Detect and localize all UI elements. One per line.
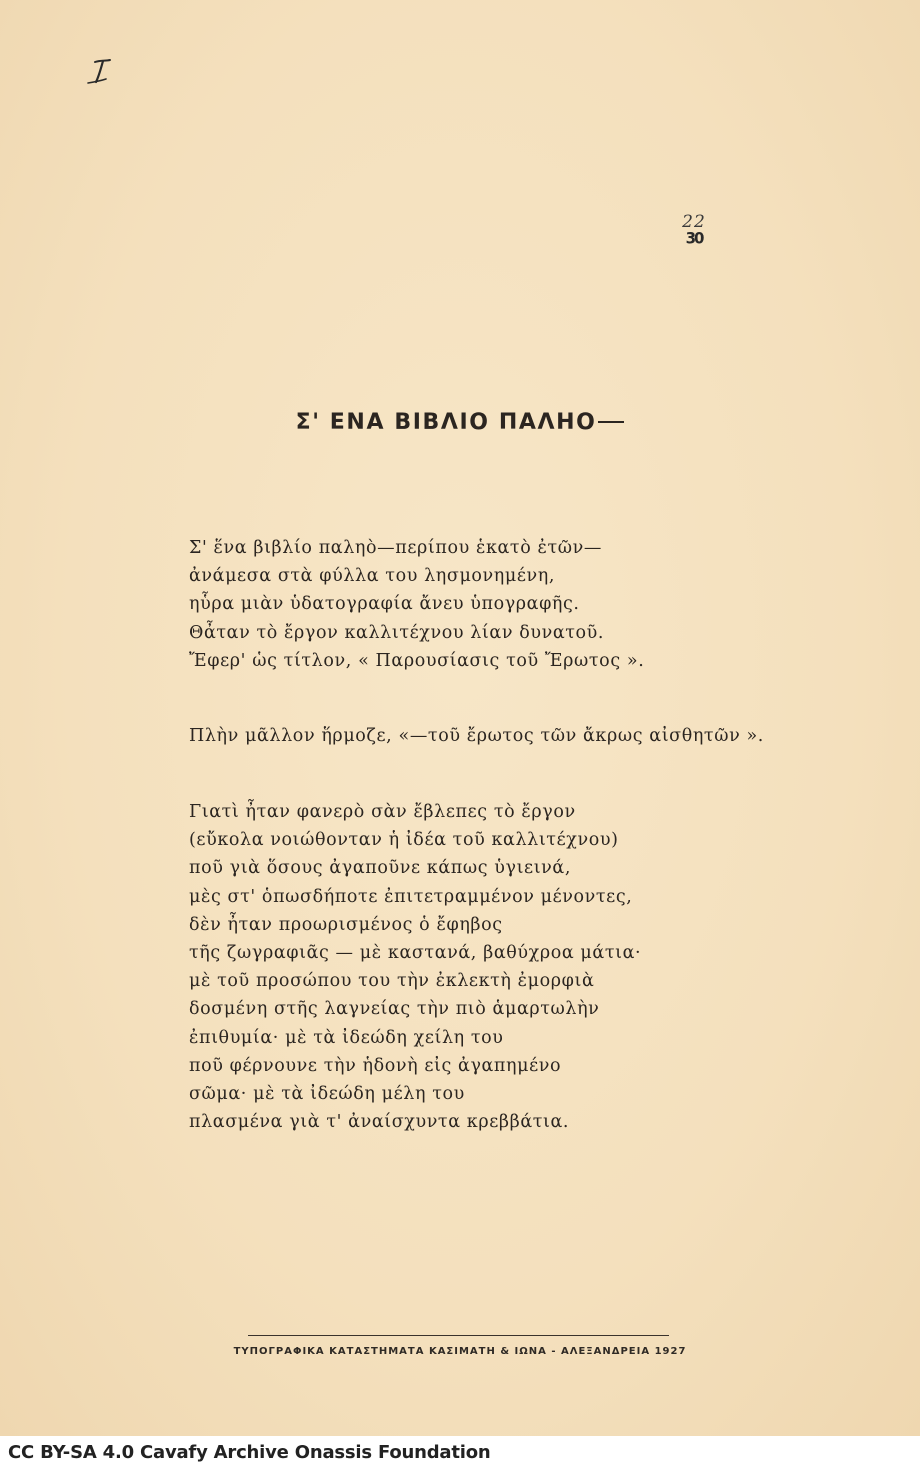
stanza-2 [189,798,789,1136]
poem-line: ηὗρα μιὰν ὑδατογραφία ἄνευ ὑπογραφῆς. [189,594,580,615]
poem-title-text: Σ' ΕΝΑ ΒΙΒΛΙΟ ΠΑΛΗΟ [295,410,597,435]
poem-line: Θἆταν τὸ ἔργον καλλιτέχνου λίαν δυνατοῦ. [189,622,605,643]
poem-line: σῶμα· μὲ τὰ ἰδεώδη μέλη του [189,1083,465,1104]
poem-line: Σ' ἕνα βιβλίο παληὸ—περίπου ἑκατὸ ἐτῶν— [189,538,602,558]
imprint-rule [248,1335,669,1336]
poem-line: δοσμένη στῆς λαγνείας τὴν πιὸ ἁμαρτωλὴν [189,999,600,1020]
stanza-1 [189,534,789,675]
poem-line: ἐπιθυμία· μὲ τὰ ἰδεώδη χείλη του [189,1027,504,1048]
poem-line: τῆς ζωγραφιᾶς — μὲ καστανά, βαθύχροα μάτια· [189,942,642,963]
poem-line: μὲς στ' ὁπωσδήποτε ἐπιτετραμμένον μένοντες, [189,886,633,907]
stanza-1-final-line [189,722,789,750]
printed-page-number: 30 [685,228,703,248]
poem-line: δὲν ἦταν προωρισμένος ὁ ἔφηβος [189,914,503,935]
printer-imprint: ΤΥΠΟΓΡΑΦΙΚΑ ΚΑΤΑΣΤΗΜΑΤΑ ΚΑΣΙΜΑΤΗ & ΙΩΝΑ - ΑΛΕΞΑΝΔΡΕΙΑ 1927 [233,1346,687,1357]
poem-line: Πλὴν μᾶλλον ἥρμοζε, «—τοῦ ἔρωτος τῶν ἄκρως αἰσθητῶν ». [189,726,764,746]
poem-line: ποῦ γιὰ ὅσους ἀγαποῦνε κάπως ὑγιεινά, [189,858,571,879]
poem-line: ἀνάμεσα στὰ φύλλα του λησμονημένη, [189,566,555,587]
handwritten-mark-icon [86,56,116,88]
page-number [676,214,712,246]
poem-line: μὲ τοῦ προσώπου του τὴν ἐκλεκτὴ ἐμορφιὰ [189,971,595,992]
poem-line: πλασμένα γιὰ τ' ἀναίσχυντα κρεββάτια. [189,1112,570,1133]
title-dash [598,421,624,423]
handwritten-page-number: 22 [682,212,706,232]
poem-line: ποῦ φέρνουνε τὴν ἡδονὴ εἰς ἀγαπημένο [189,1055,562,1076]
poem-line: Γιατὶ ἦταν φανερὸ σὰν ἔβλεπες τὸ ἔργον [189,802,576,822]
poem-title [0,410,920,435]
poem-line: Ἔφερ' ὡς τίτλον, « Παρουσίασις τοῦ Ἔρωτος ». [189,650,645,671]
license-credit: CC BY-SA 4.0 Cavafy Archive Onassis Foundation [8,1442,491,1463]
poem-line: (εὔκολα νοιώθονταν ἡ ἰδέα τοῦ καλλιτέχνου) [189,830,619,851]
